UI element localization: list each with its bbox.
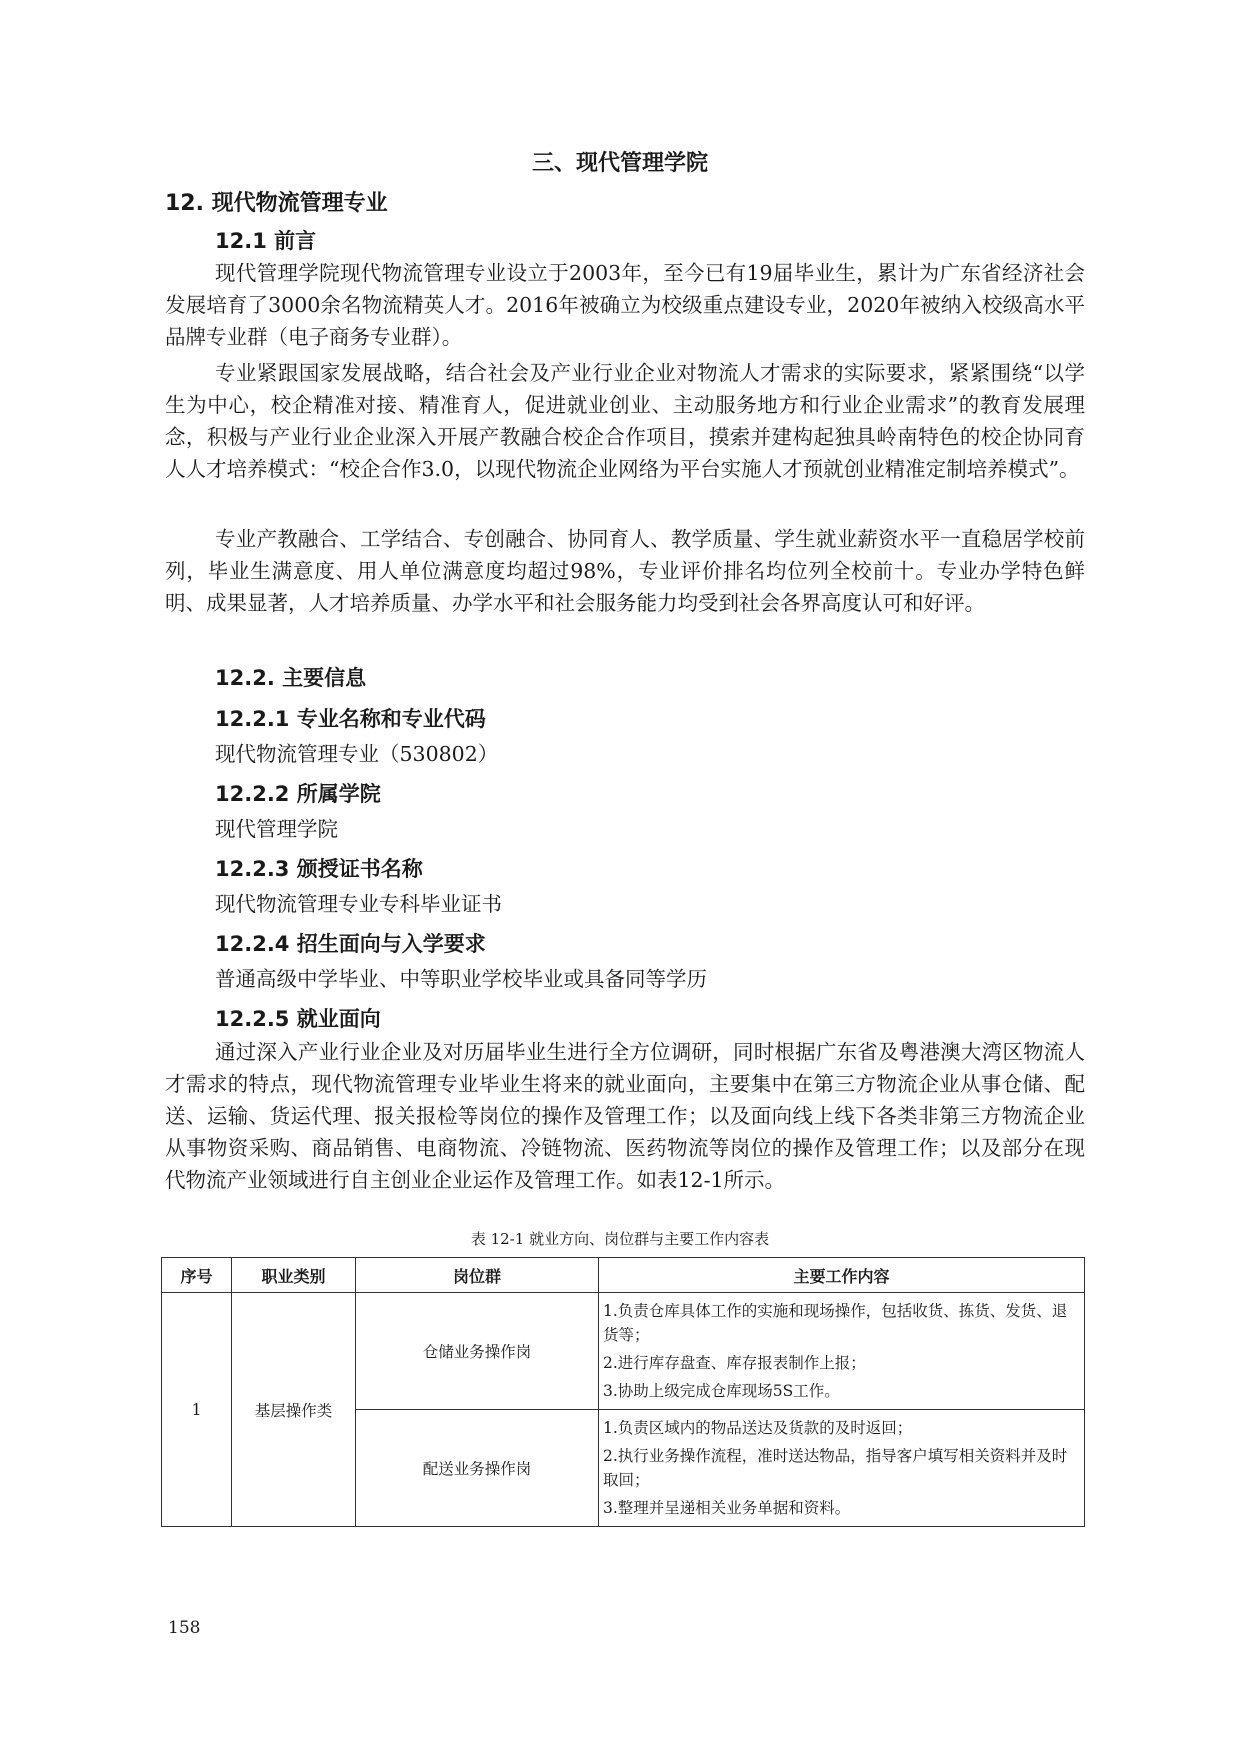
cell-position-group: 仓储业务操作岗 xyxy=(356,1293,599,1410)
cell-category: 基层操作类 xyxy=(232,1293,356,1527)
section-title: 三、现代管理学院 xyxy=(531,151,708,176)
work-item: 1.负责仓库具体工作的实施和现场操作，包括收货、拣货、发货、退货等； xyxy=(603,1302,1068,1344)
cell-work-content xyxy=(599,1293,1085,1410)
major-name-code-value: 现代物流管理专业（530802） xyxy=(215,742,499,766)
college-value: 现代管理学院 xyxy=(215,817,338,841)
page-number: 158 xyxy=(168,1618,201,1638)
heading-preface: 12.1 前言 xyxy=(215,229,317,253)
heading-employment: 12.2.5 就业面向 xyxy=(215,1007,381,1031)
preface-paragraph-3: 专业产教融合、工学结合、专创融合、协同育人、教学质量、学生就业薪资水平一直稳居学校前列，毕业生满意度、用人单位满意度均超过98%，专业评价排名均位列全校前十。专业办学特色鲜明、成果显著，人才培养质量、办学水平和社会服务能力均受到社会各界高度认可和好评。 xyxy=(165,527,1085,615)
heading-college: 12.2.2 所属学院 xyxy=(215,782,381,806)
heading-admission: 12.2.4 招生面向与入学要求 xyxy=(215,932,486,956)
work-item: 2.进行库存盘查、库存报表制作上报； xyxy=(603,1354,866,1372)
table-caption: 表 12-1 就业方向、岗位群与主要工作内容表 xyxy=(470,1230,770,1248)
preface-paragraph-2: 专业紧跟国家发展战略，结合社会及产业行业企业对物流人才需求的实际要求，紧紧围绕“以学生为中心，校企精准对接、精准育人，促进就业创业、主动服务地方和行业企业需求”的教育发展理念，积极与产业行业企业深入开展产教融合校企合作项目，摸索并建构起独具岭南特色的校企协同育人人才培养模式：“校企合作3.0，以现代物流企业网络为平台实施人才预就创业精准定制培养模式”。 xyxy=(165,361,1085,481)
work-item: 2.执行业务操作流程，准时送达物品，指导客户填写相关资料并及时取回； xyxy=(603,1447,1068,1489)
heading-main-info: 12.2. 主要信息 xyxy=(215,666,367,690)
work-item: 1.负责区域内的物品送达及货款的及时返回； xyxy=(603,1419,913,1437)
cell-row-no: 1 xyxy=(162,1293,232,1527)
employment-paragraph: 通过深入产业行业企业及对历届毕业生进行全方位调研，同时根据广东省及粤港澳大湾区物流人才需求的特点，现代物流管理专业毕业生将来的就业面向，主要集中在第三方物流企业从事仓储、配送、运输、货运代理、报关报检等岗位的操作及管理工作；以及面向线上线下各类非第三方物流企业从事物资采购、商品销售、电商物流、冷链物流、医药物流等岗位的操作及管理工作；以及部分在现代物流产业领域进行自主创业企业运作及管理工作。如表12-1所示。 xyxy=(165,1040,1085,1192)
heading-major: 12. 现代物流管理专业 xyxy=(165,191,388,216)
admission-value: 普通高级中学毕业、中等职业学校毕业或具备同等学历 xyxy=(215,967,707,991)
certificate-value: 现代物流管理专业专科毕业证书 xyxy=(215,892,502,916)
cell-position-group: 配送业务操作岗 xyxy=(356,1410,599,1527)
heading-certificate: 12.2.3 颁授证书名称 xyxy=(215,857,423,881)
header-position-group: 岗位群 xyxy=(356,1258,599,1293)
table-row xyxy=(162,1293,1085,1410)
header-work-content: 主要工作内容 xyxy=(599,1258,1085,1293)
header-category: 职业类别 xyxy=(232,1258,356,1293)
table-header-row xyxy=(162,1258,1085,1293)
work-item: 3.协助上级完成仓库现场5S工作。 xyxy=(603,1382,840,1400)
heading-major-name-code: 12.2.1 专业名称和专业代码 xyxy=(215,707,486,731)
header-no: 序号 xyxy=(162,1258,232,1293)
cell-work-content xyxy=(599,1410,1085,1527)
preface-paragraph-1: 现代管理学院现代物流管理专业设立于2003年，至今已有19届毕业生，累计为广东省经济社会发展培育了3000余名物流精英人才。2016年被确立为校级重点建设专业，2020年被纳入校级高水平品牌专业群（电子商务专业群）。 xyxy=(165,261,1085,349)
work-item: 3.整理并呈递相关业务单据和资料。 xyxy=(603,1499,851,1517)
employment-table xyxy=(161,1257,1085,1527)
